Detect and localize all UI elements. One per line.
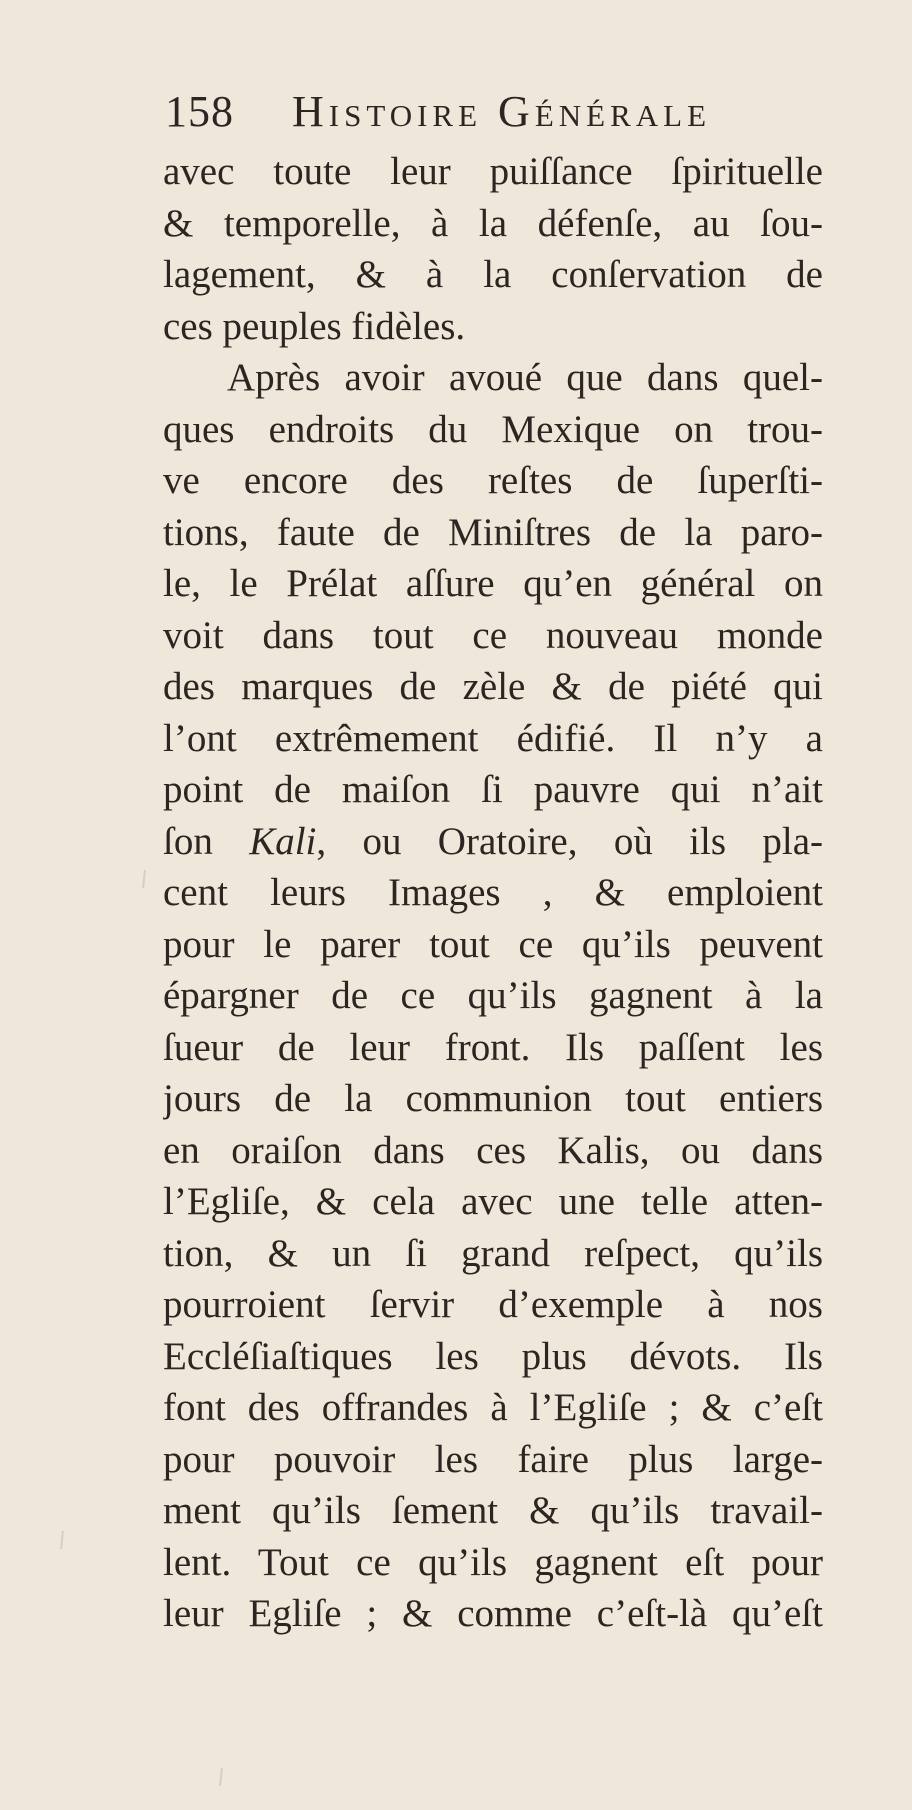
text-line: point de maiſon ſi pauvre qui n’ait [163,768,823,811]
text-line: ve encore des reſtes de ſuperſti- [163,459,823,502]
text-line: avec toute leur puiſſance ſpirituelle [163,150,823,193]
text-line: pour le parer tout ce qu’ils peuvent [163,922,823,966]
text-fragment: , ou Oratoire, où ils pla- [316,819,823,863]
text-line: l’Egliſe, & cela avec une telle atten- [163,1180,823,1223]
text-line: épargner de ce qu’ils gagnent à la [163,974,823,1017]
main-text-block [163,146,823,1640]
text-line: pour pouvoir les faire plus large- [163,1437,823,1481]
text-line: ment qu’ils ſement & qu’ils travail- [163,1489,823,1532]
text-line: jours de la communion tout entiers [163,1077,823,1120]
italic-term: Kali [249,819,317,863]
text-line: ſueur de leur front. Ils paſſent les [163,1025,823,1069]
running-title: Histoire Générale [292,87,712,136]
text-line: tions, faute de Miniſtres de la paro- [163,510,823,554]
text-fragment: ſon [163,819,250,863]
page-number: 158 [165,87,234,136]
text-line: ces peuples fidèles. [163,304,466,348]
text-line: leur Egliſe ; & comme c’eſt-là qu’eſt [163,1592,823,1635]
paragraph-first-line: Après avoir avoué que dans quel- [227,356,823,399]
paper-speck [60,1531,64,1549]
text-line: ques endroits du Mexique on trou- [163,407,823,451]
paper-speck [142,870,146,888]
text-line: tion, & un ſi grand reſpect, qu’ils [163,1231,823,1275]
paper-speck [219,1768,223,1786]
text-line: en oraiſon dans ces Kalis, ou dans [163,1128,823,1172]
text-line: lent. Tout ce qu’ils gagnent eſt pour [163,1540,823,1584]
text-line: pourroient ſervir d’exemple à nos [163,1283,823,1326]
text-line-with-italic [163,816,823,868]
text-line: l’ont extrêmement édifié. Il n’y a [163,716,823,760]
text-line: le, le Prélat aſſure qu’en général on [163,562,823,605]
text-line: font des offrandes à l’Egliſe ; & c’eſt [163,1386,823,1429]
text-line: voit dans tout ce nouveau monde [163,613,823,657]
text-line: lagement, & à la conſervation de [163,253,823,296]
text-line: Eccléſiaſtiques les plus dévots. Ils [163,1334,823,1378]
text-line: des marques de zèle & de piété qui [163,665,823,708]
running-header [165,86,815,150]
text-line: cent leurs Images , & emploient [163,871,823,914]
text-line: & temporelle, à la défenſe, au ſou- [163,201,823,245]
